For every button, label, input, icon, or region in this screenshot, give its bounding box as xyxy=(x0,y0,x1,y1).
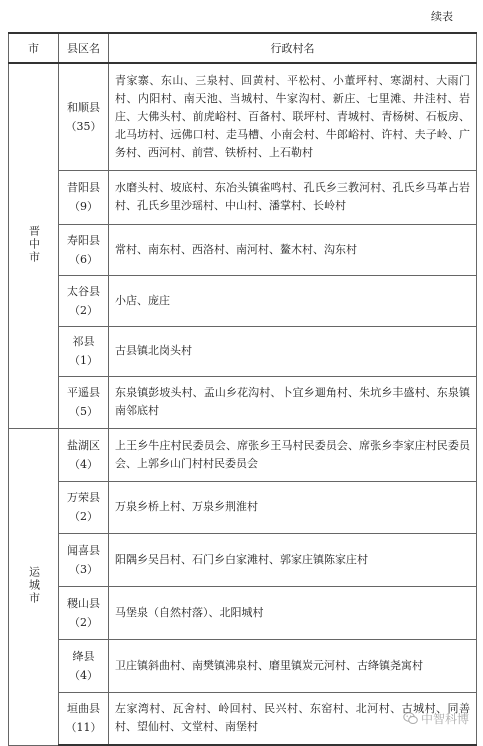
city-cell xyxy=(9,63,59,428)
villages-cell: 万泉乡桥上村、万泉乡荆淮村 xyxy=(109,481,477,533)
county-cell xyxy=(59,481,109,533)
county-cell xyxy=(59,224,109,275)
table-row xyxy=(9,275,477,326)
county-cell xyxy=(59,170,109,224)
county-cell xyxy=(59,533,109,586)
county-count: （2） xyxy=(69,615,98,629)
city-name: 运城市 xyxy=(27,565,41,605)
county-name: 闻喜县 xyxy=(67,543,100,557)
county-cell xyxy=(59,63,109,170)
county-name: 万荣县 xyxy=(67,491,100,504)
county-name: 昔阳县 xyxy=(67,181,100,194)
villages-cell: 常村、南东村、西洛村、南河村、鳌木村、沟东村 xyxy=(109,224,477,275)
county-cell xyxy=(59,326,109,376)
county-count: （11） xyxy=(65,721,102,735)
villages-cell: 古县镇北岗头村 xyxy=(109,326,477,376)
header-villages: 行政村名 xyxy=(109,33,477,63)
table-row xyxy=(9,533,477,586)
county-name: 和顺县 xyxy=(67,100,100,114)
city-cell xyxy=(9,428,59,745)
county-name: 垣曲县 xyxy=(67,702,100,716)
county-cell xyxy=(59,639,109,692)
villages-cell: 水磨头村、坡底村、东冶头镇雀鸣村、孔氏乡三教河村、孔氏乡马革占岩村、孔氏乡里沙瑶村、中山村、潘掌村、长岭村 xyxy=(109,170,477,224)
villages-cell: 上王乡牛庄村民委员会、席张乡王马村民委员会、席张乡李家庄村民委员会、上郭乡山门村村民委员会 xyxy=(109,428,477,481)
villages-cell: 青家寨、东山、三泉村、回黄村、平松村、小董坪村、寒湖村、大雨门村、内阳村、南天池、当城村、牛家沟村、新庄、七里滩、井洼村、岩庄、大佛头村、前虎峪村、百备村、联坪村、青城村、青杨树、石板房、北马坊村、远佛口村、走马槽、小南会村、牛郎峪村、许村、夫子岭、广务村、西河村、前营、铁桥村、上石勒村 xyxy=(109,63,477,170)
table-row xyxy=(9,586,477,639)
table-row xyxy=(9,481,477,533)
county-name: 绛县 xyxy=(72,649,95,663)
table-row xyxy=(9,326,477,376)
table-row xyxy=(9,428,477,481)
county-count: （4） xyxy=(69,457,98,471)
header-city: 市 xyxy=(9,33,59,63)
county-count: （35） xyxy=(65,119,102,133)
table-row xyxy=(9,224,477,275)
county-count: （5） xyxy=(69,405,98,418)
village-table xyxy=(8,32,477,746)
villages-cell: 小店、庞庄 xyxy=(109,275,477,326)
villages-cell: 马堡泉（自然村落）、北阳城村 xyxy=(109,586,477,639)
villages-cell: 东泉镇彭坡头村、孟山乡花沟村、卜宜乡逥角村、朱坑乡丰盛村、东泉镇南邻底村 xyxy=(109,376,477,428)
table-row xyxy=(9,63,477,170)
wechat-icon xyxy=(403,712,418,725)
county-cell xyxy=(59,275,109,326)
villages-cell: 左家湾村、瓦舍村、岭回村、民兴村、东窑村、北河村、古城村、同善村、望仙村、文堂村、南堡村 xyxy=(109,692,477,745)
county-cell xyxy=(59,586,109,639)
county-name: 稷山县 xyxy=(67,596,100,610)
table-row xyxy=(9,639,477,692)
watermark-text: 中智科博 xyxy=(420,712,469,726)
county-count: （4） xyxy=(69,668,98,682)
header-row xyxy=(9,33,477,63)
county-cell xyxy=(59,376,109,428)
county-name: 平遥县 xyxy=(67,386,100,399)
header-county: 县区名 xyxy=(59,33,109,63)
villages-cell: 阳隅乡吴吕村、石门乡白家滩村、郭家庄镇陈家庄村 xyxy=(109,533,477,586)
county-count: （9） xyxy=(69,200,98,213)
county-count: （2） xyxy=(69,510,98,523)
table-row xyxy=(9,170,477,224)
county-name: 寿阳县 xyxy=(67,233,100,247)
continued-label: 续表 xyxy=(431,10,453,23)
county-count: （3） xyxy=(69,562,98,576)
villages-cell: 卫庄镇斜曲村、南樊镇沸泉村、磨里镇炭元河村、古绛镇尧寓村 xyxy=(109,639,477,692)
city-name: 晋中市 xyxy=(27,224,41,264)
county-count: （1） xyxy=(69,354,98,367)
county-count: （6） xyxy=(69,252,98,266)
watermark xyxy=(403,710,469,727)
county-name: 祁县 xyxy=(72,335,95,348)
county-cell xyxy=(59,428,109,481)
county-cell xyxy=(59,692,109,745)
county-count: （2） xyxy=(69,303,98,317)
table-row xyxy=(9,376,477,428)
county-name: 盐湖区 xyxy=(67,438,100,452)
county-name: 太谷县 xyxy=(67,284,100,298)
